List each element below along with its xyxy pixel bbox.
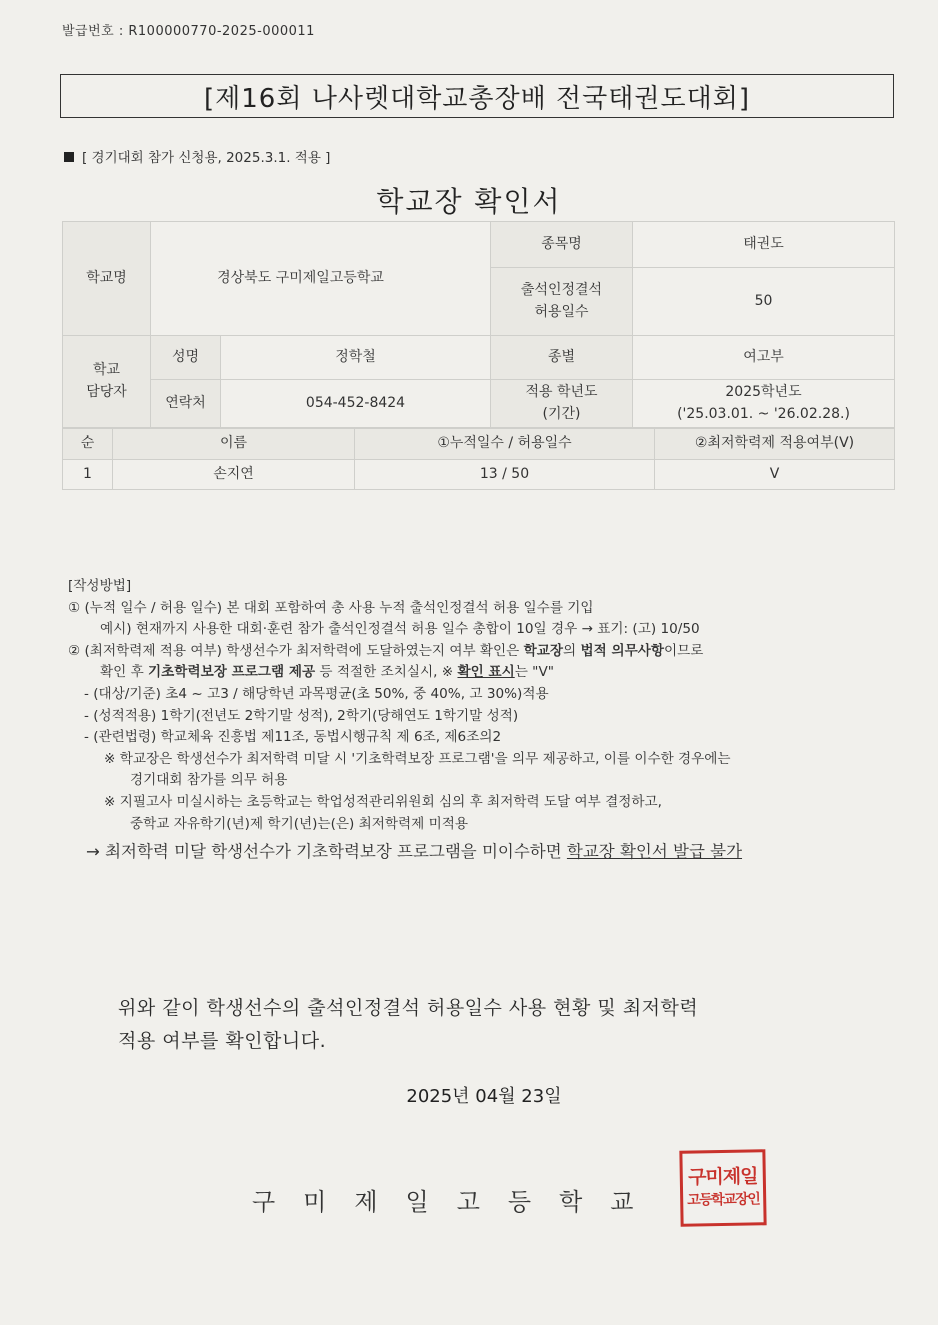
application-note-text: [ 경기대회 참가 신청용, 2025.3.1. 적용 ]	[82, 150, 331, 166]
absence-days-label	[491, 268, 633, 336]
guide-line-3-text-2: 의	[563, 642, 581, 659]
guide-line-4-bold: 기초학력보장 프로그램 제공	[148, 664, 316, 681]
staff-name-label: 성명	[151, 336, 221, 380]
col-header-no: 순	[63, 429, 113, 460]
school-name-label: 학교명	[63, 222, 151, 336]
guide-line-4-text-2: 등 적절한 조치실시, ※	[315, 664, 458, 681]
issue-number: 발급번호 : R100000770-2025-000011	[62, 24, 315, 39]
absence-days-label-line2: 허용일수	[534, 303, 589, 320]
school-name-value: 경상북도 구미제일고등학교	[151, 222, 491, 336]
school-staff-label-line2: 담당자	[86, 383, 127, 400]
guide-line-4	[68, 662, 908, 684]
square-bullet-icon	[64, 152, 74, 162]
col-header-min-academic: ②최저학력제 적용여부(V)	[655, 429, 895, 460]
guide-line-10: ※ 지필고사 미실시하는 초등학교는 학업성적관리위원회 심의 후 최저학력 도달 여부 결정하고,	[104, 793, 662, 810]
school-staff-label	[63, 336, 151, 428]
confirmation-line-1: 위와 같이 학생선수의 출석인정결석 허용일수 사용 현황 및 최저학력	[118, 997, 699, 1019]
school-year-label	[491, 380, 633, 428]
guide-line-12-underline: 학교장 확인서 발급 불가	[566, 842, 743, 862]
application-note	[64, 146, 330, 166]
guide-line-4-text-3: 는 "V"	[514, 664, 554, 681]
student-min-academic: V	[655, 460, 895, 490]
school-staff-label-line1: 학교	[92, 361, 121, 378]
guide-line-9: 경기대회 참가를 의무 허용	[130, 772, 288, 789]
guide-line-4-text: 확인 후	[100, 664, 149, 681]
guide-line-3-bold-1: 학교장	[523, 642, 564, 659]
student-name: 손지연	[113, 460, 355, 490]
student-table	[62, 428, 895, 490]
school-year-label-line2: (기간)	[542, 405, 581, 422]
guide-line-8: ※ 학교장은 학생선수가 최저학력 미달 시 '기초학력보장 프로그램'을 의무 제공하고, 이를 이수한 경우에는	[104, 750, 731, 767]
seal-line-2: 고등학교장인	[686, 1191, 760, 1209]
guide-line-4-underline: 확인 표시	[457, 664, 515, 681]
table-row	[63, 460, 895, 490]
absence-days-label-line1: 출석인정결석	[520, 281, 603, 298]
absence-days-value: 50	[633, 268, 895, 336]
school-year-value	[633, 380, 895, 428]
event-label: 종목명	[491, 222, 633, 268]
division-label: 종별	[491, 336, 633, 380]
school-year-value-line1: 2025학년도	[725, 383, 802, 400]
official-seal-icon	[679, 1149, 766, 1226]
col-header-days: ①누적일수 / 허용일수	[355, 429, 655, 460]
confirmation-statement	[118, 992, 698, 1058]
guide-line-3-text-3: 이므로	[664, 642, 704, 659]
guide-line-1: ① (누적 일수 / 허용 일수) 본 대회 포함하여 총 사용 누적 출석인정결석 허용 일수를 기입	[68, 599, 594, 616]
writing-guide	[68, 576, 908, 863]
guide-line-2: 예시) 현재까지 사용한 대회·훈련 참가 출석인정결석 허용 일수 총합이 10일 경우 → 표기: (고) 10/50	[100, 621, 700, 638]
guide-line-11: 중학교 자유학기(년)제 학기(년)는(은) 최저학력제 미적용	[130, 815, 468, 832]
school-year-label-line1: 적용 학년도	[525, 383, 598, 400]
document-title: 학교장 확인서	[376, 185, 562, 218]
division-value: 여고부	[633, 336, 895, 380]
issue-date: 2025년 04월 23일	[406, 1086, 562, 1107]
row-number: 1	[63, 460, 113, 490]
guide-line-7: - (관련법령) 학교체육 진흥법 제11조, 동법시행규칙 제 6조, 제6조의2	[84, 729, 502, 746]
staff-name-value: 정학철	[221, 336, 491, 380]
student-days: 13 / 50	[355, 460, 655, 490]
guide-line-3	[68, 641, 908, 663]
school-info-table	[62, 221, 895, 428]
guide-line-12-text: → 최저학력 미달 학생선수가 기초학력보장 프로그램을 미이수하면	[86, 842, 567, 862]
guide-line-6: - (성적적용) 1학기(전년도 2학기말 성적), 2학기(당해연도 1학기말 성적)	[84, 707, 519, 724]
guide-line-3-bold-2: 법적 의무사항	[580, 642, 665, 659]
issuer-school-name: 구미제일고등학교	[252, 1188, 662, 1216]
guide-line-5: - (대상/기준) 초4 ~ 고3 / 해당학년 과목평균(초 50%, 중 40%, 고 30%)적용	[84, 685, 549, 702]
guide-line-12	[68, 841, 908, 863]
school-year-value-line2: ('25.03.01. ~ '26.02.28.)	[677, 405, 850, 422]
confirmation-line-2: 적용 여부를 확인합니다.	[118, 1030, 327, 1052]
event-value: 태권도	[633, 222, 895, 268]
event-title: [제16회 나사렛대학교총장배 전국태권도대회]	[60, 74, 894, 118]
seal-line-1: 구미제일	[687, 1165, 758, 1189]
col-header-name: 이름	[113, 429, 355, 460]
contact-value: 054-452-8424	[221, 380, 491, 428]
guide-heading: [작성방법]	[68, 578, 132, 594]
guide-line-3-text: ② (최저학력제 적용 여부) 학생선수가 최저학력에 도달하였는지 여부 확인은	[68, 642, 524, 659]
contact-label: 연락처	[151, 380, 221, 428]
